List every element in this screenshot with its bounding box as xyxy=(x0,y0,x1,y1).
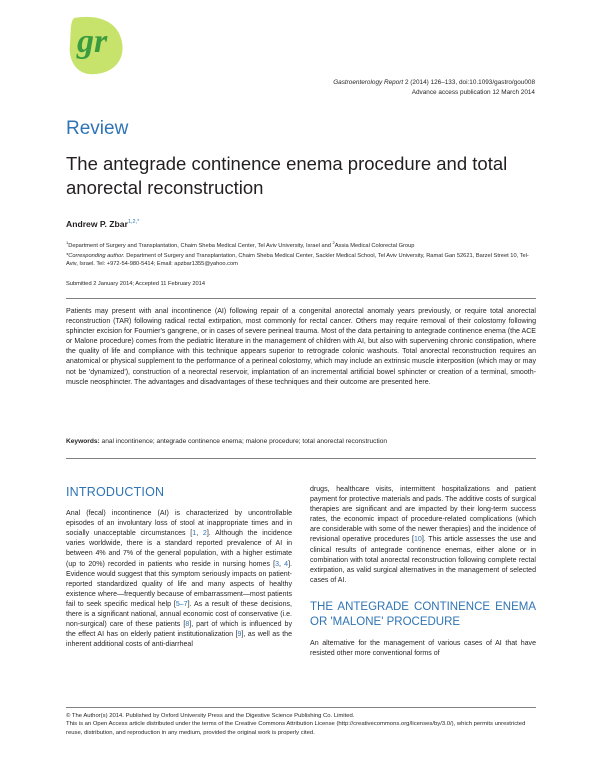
abstract-top-rule xyxy=(66,298,536,299)
footer-rule xyxy=(66,707,536,708)
license-footer xyxy=(66,712,536,737)
advance-access: Advance access publication 12 March 2014 xyxy=(411,88,535,96)
journal-name: Gastroenterology Report xyxy=(333,79,404,86)
corresponding-author xyxy=(66,252,536,269)
author-marks[interactable]: 1,2,* xyxy=(127,219,140,226)
citation-link[interactable]: 10 xyxy=(413,536,422,544)
citation-link[interactable]: 9 xyxy=(237,631,242,639)
citation-link[interactable]: 3 xyxy=(275,560,280,568)
author xyxy=(66,219,139,229)
copyright-line: © The Author(s) 2014. Published by Oxford University Press and the Digestive Science Publishing Co. Limited. xyxy=(66,713,355,719)
affil-mark-2: 2 xyxy=(332,240,335,245)
introduction-heading: INTRODUCTION xyxy=(66,485,165,499)
ace-section-heading: THE ANTEGRADE CONTINENCE ENEMA OR 'MALONE' PROCEDURE xyxy=(310,600,536,628)
gr-logo-icon xyxy=(66,14,126,78)
citation-link[interactable]: 5–7 xyxy=(175,600,188,608)
journal-reference xyxy=(333,78,535,97)
keywords-text: anal incontinence; antegrade continence enema; malone procedure; total anorectal reconstruction xyxy=(99,438,388,445)
abstract-bottom-rule xyxy=(66,458,536,459)
logo-text: gr xyxy=(77,23,108,60)
section-type: Review xyxy=(66,118,129,139)
affiliations xyxy=(66,239,536,250)
citation-link[interactable]: 2 xyxy=(202,530,207,538)
submission-dates: Submitted 2 January 2014; Accepted 11 February 2014 xyxy=(66,281,206,287)
author-name: Andrew P. Zbar xyxy=(66,219,128,229)
right-column xyxy=(310,485,536,659)
citation-link[interactable]: 1 xyxy=(192,530,197,538)
license-text: This is an Open Access article distributed under the terms of the Creative Commons Attribution License (http://creativecommons.org/licenses/by/3.0/), which permits unrestricted reuse, distribution, and reproduction in any medium, provided the original work is properly cited. xyxy=(66,721,526,736)
ace-section-paragraph: An alternative for the management of various cases of AI that have resisted other more conventional forms of xyxy=(310,639,536,658)
introduction-paragraph: Anal (fecal) incontinence (AI) is characterized by uncontrollable episodes of an involuntary loss of stool at inappropriate times and in socially unacceptable circumstances [1, 2]. Although the incidence varies worldwide, there is a standard reported prevalence of AI in between 4% and 7% of the general population, with a higher estimate (up to 20%) recorded in patients who reside in nursing homes [3, 4]. Evidence would suggest that this symptom seriously impacts on patient-reported standardized quality of life and many aspects of healthy existence where—frequently because of embarrassment—most patients fail to seek specific medical help [5–7]. As a result of these decisions, there is a significant national, annual economic cost of conservative (i.e. non-surgical) care of these patients [8], part of which is influenced by the effect AI has on elderly patient institutionalization [9], as well as the inherent additional costs of anti-diarrheal xyxy=(66,510,292,649)
citation-link[interactable]: 4 xyxy=(284,560,289,568)
left-column xyxy=(66,480,292,650)
corresponding-text: Department of Surgery and Transplantation, Chaim Sheba Medical Center, Sackler Medical School, Tel Aviv University, Ramat Gan 52621, Barzel Street 10, Tel-Aviv, Israel. Tel: +972-54-980-5414; Email: apzbar1355@yahoo.com xyxy=(66,253,529,268)
affil-1: Department of Surgery and Transplantation, Chaim Sheba Medical Center, Tel Aviv University, Israel and xyxy=(68,242,333,249)
citation-link[interactable]: 8 xyxy=(185,621,190,629)
introduction-continued: drugs, healthcare visits, intermittent hospitalizations and patient payment for protective materials and pads. The additive costs of surgical therapies are significant and are impacted by their long-term success rates, the economic impact of procedure-related complications (which are considerable with some of the newer therapies) and the incidence of revisional operative procedures [10]. This article assesses the use and clinical results of antegrade continence enemas, either alone or in combination with total anorectal reconstruction following complete rectal extirpation, as valid surgical alternatives in the management of selected cases of AI. xyxy=(310,486,536,584)
article-title: The antegrade continence enema procedure and total anorectal reconstruction xyxy=(66,153,508,198)
journal-citation xyxy=(333,78,535,88)
affil-2: Assia Medical Colorectal Group xyxy=(334,242,415,249)
affil-mark-1: 1 xyxy=(66,240,69,245)
corresponding-label: *Corresponding author. xyxy=(66,253,125,259)
abstract: Patients may present with anal incontinence (AI) following repair of a congenital anorectal anomaly years previously, or require total anorectal reconstruction (TAR) following radical rectal extirpation, most commonly for rectal cancer. Others may require removal of their colostomy following sphincter excision for Fournier's gangrene, or in cases of severe perineal trauma. Most of the data pertaining to antegrade continence enema (the ACE or Malone procedure) comes from the pediatric literature in the management of children with AI, but also with supervening chronic constipation, where the quality of life and compliance with this technique appears superior to retrograde colonic washouts. Total anorectal reconstruction requires an anatomical or physical supplement to the performance of a perineal colostomy, which may include an extrinsic muscle interposition (which may or may not be 'dynamized'), construction of a neorectal reservoir, implantation of an incremental artificial bowel sphincter or creation of a terminal, smooth-muscle neosphincter. The advantages and disadvantages of these techniques and their outcome are presented here. xyxy=(66,308,536,386)
keywords xyxy=(66,438,536,445)
keywords-label: Keywords: xyxy=(66,438,100,445)
journal-citation-details: 2 (2014) 126–133, doi:10.1093/gastro/gou008 xyxy=(403,79,535,86)
